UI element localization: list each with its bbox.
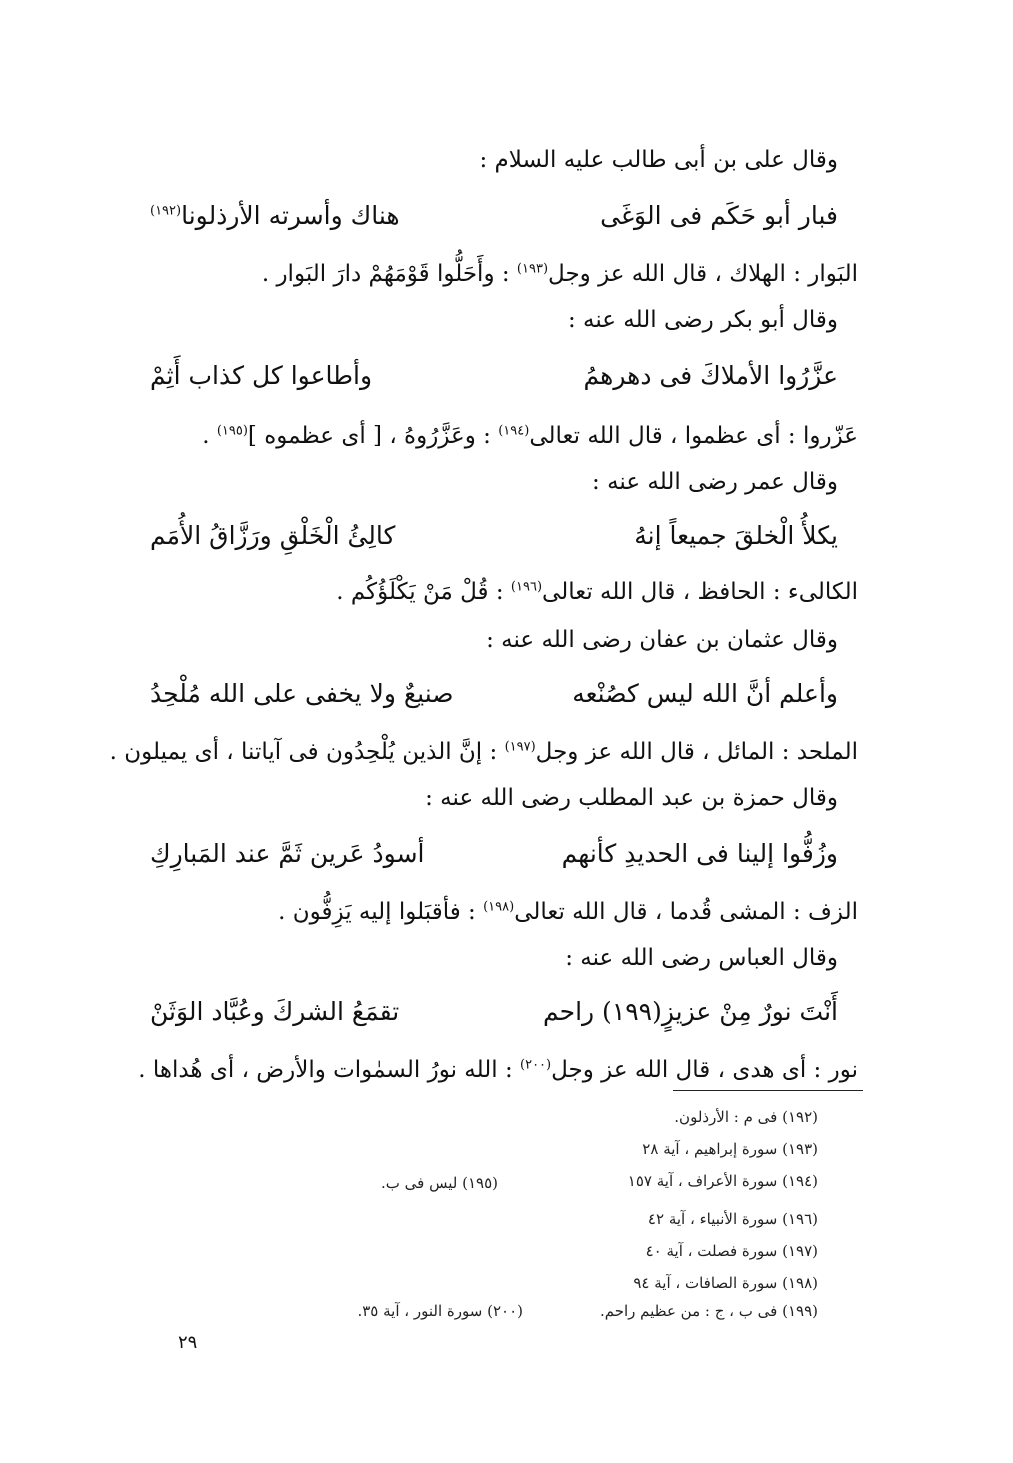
gloss-line: الملحد : المائل ، قال الله عز وجل$^{(١٩٧)}$ : إنَّ الذين يُلْحِدُون فى آياتنا ، أى يميلون . xyxy=(109,739,858,765)
verse-second-hemistich: كالِئُ الْخَلْقِ ورَزَّاقُ الأُمَم xyxy=(150,521,396,550)
poem-intro: وقال حمزة بن عبد المطلب رضى الله عنه : xyxy=(425,785,838,811)
verse-first-hemistich: أَنْتَ نورٌ مِنْ عزيزٍ(١٩٩) راحم xyxy=(543,997,838,1026)
verse-second-hemistich: أسودُ عَرين ثَمَّ عند المَبارِكِ xyxy=(150,839,425,868)
gloss-line: الكالىء : الحافظ ، قال الله تعالى$^{(١٩٦)}$ : قُلْ مَنْ يَكْلَؤُكُم . xyxy=(336,579,858,605)
footnote: (٢٠٠) سورة النور ، آية ٣٥. xyxy=(357,1302,523,1320)
gloss-line: الزف : المشى قُدما ، قال الله تعالى$^{(١٩٨)}$ : فأقبَلوا إليه يَزِفُّون . xyxy=(278,899,858,925)
gloss-line: عَزّروا : أى عظموا ، قال الله تعالى$^{(١٩٤)}$ : وعَزَّرُوهُ ، [ أى عظموه ]$^{(١٩٥)}$ . xyxy=(202,423,858,449)
poem-intro: وقال أبو بكر رضى الله عنه : xyxy=(567,307,838,333)
footnote-marker: (٢٠٠) xyxy=(520,1057,552,1073)
verse-second-hemistich: صنيعٌ ولا يخفى على الله مُلْحِدُ xyxy=(150,679,454,708)
footnote-marker: (١٩٢) xyxy=(150,203,182,219)
poem-intro: وقال العباس رضى الله عنه : xyxy=(565,945,838,971)
footnote: (١٩٨) سورة الصافات ، آية ٩٤ xyxy=(633,1274,818,1292)
verse-line xyxy=(150,356,838,396)
footnote-marker: (١٩٣) xyxy=(516,261,549,277)
footnote-divider xyxy=(673,1090,863,1091)
footnote: (١٩٢) فى م : الأرذلون. xyxy=(674,1108,818,1126)
verse-second-hemistich: هناك وأسرته الأرذلونا$^{(١٩٢)}$ xyxy=(150,201,400,230)
verse-line xyxy=(150,834,838,874)
footnote: (١٩٥) ليس فى ب. xyxy=(381,1174,498,1192)
verse-first-hemistich: فبار أبو حَكَم فى الوَغَى xyxy=(600,201,838,230)
footnote-marker: (١٩٦) xyxy=(510,579,543,595)
page-number: ٢٩ xyxy=(178,1332,198,1353)
footnote-marker: (١٩٧) xyxy=(504,739,536,755)
verse-second-hemistich: تقمَعُ الشركَ وعُبَّاد الوَثَنْ xyxy=(150,997,400,1026)
verse-second-hemistich: وأطاعوا كل كذاب أَثِمْ xyxy=(150,361,373,390)
verse-first-hemistich: يكلأُ الْخلقَ جميعاً إنهُ xyxy=(634,521,838,550)
footnote: (١٩٣) سورة إبراهيم ، آية ٢٨ xyxy=(642,1140,818,1158)
gloss-line: البَوار : الهلاك ، قال الله عز وجل$^{(١٩٣)}$ : وأَحَلُّوا قَوْمَهُمْ دارَ البَوار . xyxy=(261,261,858,287)
gloss-line: نور : أى هدى ، قال الله عز وجل$^{(٢٠٠)}$ : الله نورُ السمٰوات والأرض ، أى هُداها . xyxy=(138,1057,858,1083)
poem-intro: وقال على بن أبى طالب عليه السلام : xyxy=(479,147,838,173)
verse-first-hemistich: وأعلم أنَّ الله ليس كصُنْعه xyxy=(572,679,838,708)
poem-intro: وقال عمر رضى الله عنه : xyxy=(592,469,838,495)
verse-line xyxy=(150,196,838,236)
verse-line xyxy=(150,992,838,1032)
footnote: (١٩٤) سورة الأعراف ، آية ١٥٧ xyxy=(627,1172,818,1190)
footnote-marker: (١٩٨) xyxy=(483,899,515,915)
footnote-marker: (١٩٥) xyxy=(216,423,248,439)
verse-line xyxy=(150,674,838,714)
footnote: (١٩٦) سورة الأنبياء ، آية ٤٢ xyxy=(647,1210,818,1228)
verse-first-hemistich: وزُفُّوا إلينا فى الحديدِ كأنهم xyxy=(561,839,838,868)
footnote: (١٩٧) سورة فصلت ، آية ٤٠ xyxy=(645,1242,818,1260)
footnote: (١٩٩) فى ب ، ج : من عظيم راحم. xyxy=(599,1302,818,1320)
poem-intro: وقال عثمان بن عفان رضى الله عنه : xyxy=(486,627,838,653)
verse-first-hemistich: عزَّرُوا الأملاكَ فى دهرهمُ xyxy=(583,361,838,390)
footnote-marker: (١٩٤) xyxy=(498,423,530,439)
verse-line xyxy=(150,516,838,556)
